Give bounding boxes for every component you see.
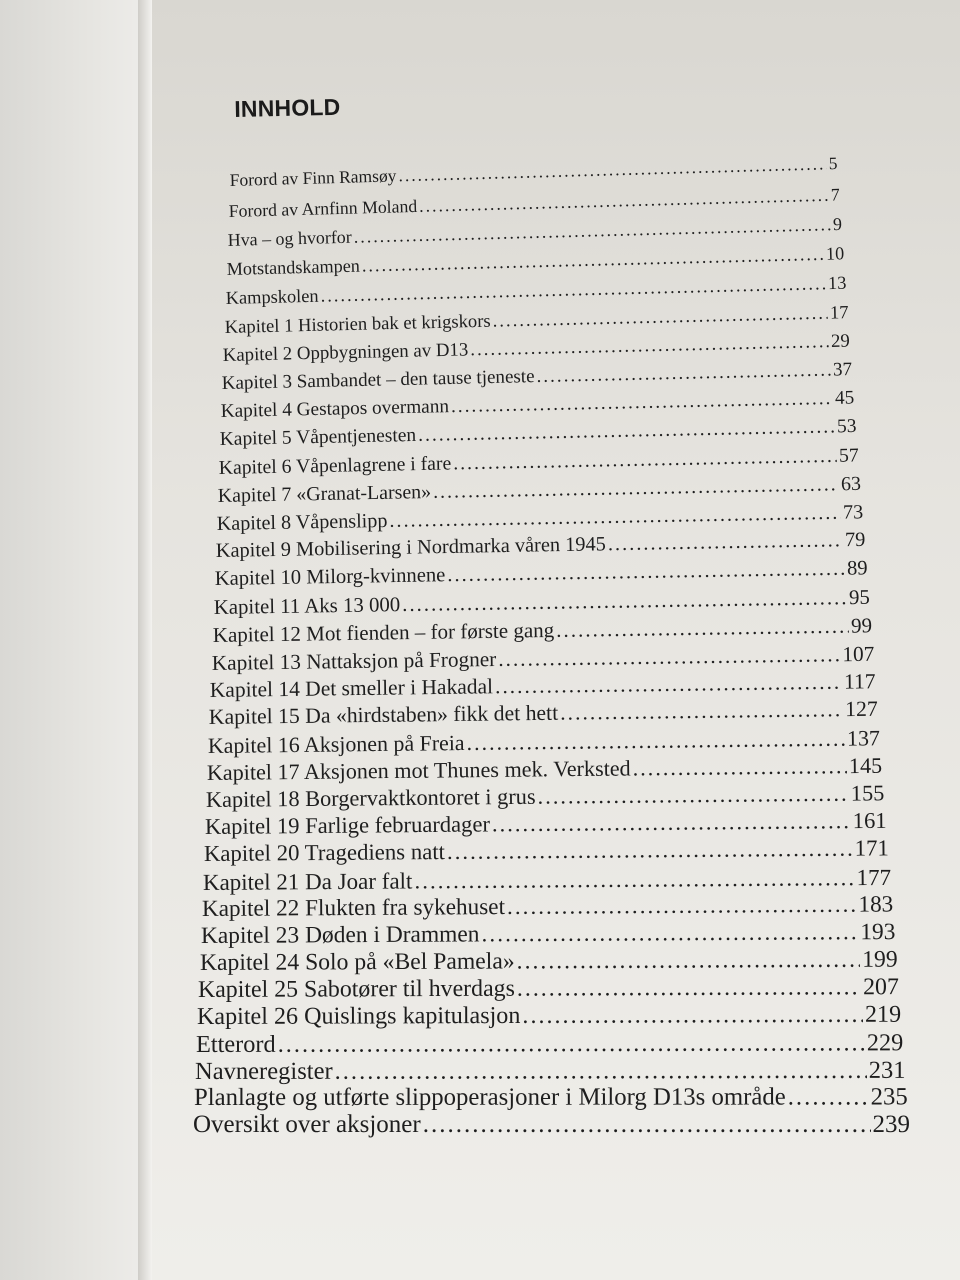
dot-leader [278,1029,865,1058]
toc-entry-page: 99 [850,613,872,638]
toc-entry-title: Kapitel 8 Våpenslipp [216,509,388,535]
toc-entry [196,1029,903,1059]
toc-entry-title: Forord av Finn Ramsøy [229,165,397,190]
toc-entry-title: Kampskolen [225,285,319,309]
toc-entry-page: 239 [872,1111,910,1139]
toc-entry-title: Kapitel 17 Aksjonen mot Thunes mek. Verksted [206,755,631,785]
toc-entry-page: 79 [844,529,866,552]
toc-entry-page: 107 [841,641,874,666]
toc-entry-page: 145 [848,752,883,778]
toc-entry [197,1001,901,1031]
toc-entry-page: 63 [840,472,862,496]
toc-entry-title: Kapitel 26 Quislings kapitulasjon [197,1002,521,1030]
dot-leader [495,670,842,699]
toc-entry-title: Motstandskampen [226,255,360,280]
dot-leader [335,1056,867,1085]
toc-entry-page: 9 [832,214,842,235]
toc-entry-title: Kapitel 18 Borgervaktkontoret i grus [205,783,536,813]
toc-entry-title: Kapitel 19 Farlige februardager [204,811,490,840]
toc-entry-page: 117 [844,669,877,694]
toc-entry-page: 161 [852,808,887,834]
dot-leader [419,184,829,215]
toc-entry-title: Kapitel 14 Det smeller i Hakadal [210,674,494,702]
toc-entry-title: Navneregister [195,1057,333,1085]
toc-entry-page: 89 [846,557,868,580]
dot-leader [537,781,849,810]
dot-leader [447,558,845,588]
toc-entry [195,1056,906,1085]
dot-leader [451,388,834,418]
dot-leader [633,753,848,781]
dot-leader [453,445,837,475]
toc-entry-page: 127 [845,697,879,722]
dot-leader [498,642,840,671]
toc-entry-title: Kapitel 20 Tragediens natt [203,839,445,867]
dot-leader [389,501,841,532]
toc-entry-page: 53 [836,416,857,438]
toc-entry-title: Kapitel 3 Sambandet – den tause tjeneste [221,366,536,395]
dot-leader [560,697,843,725]
dot-leader [492,302,828,331]
dot-leader [320,273,826,307]
dot-leader [402,586,847,617]
toc-entry-title: Planlagte og utførte slippoperasjoner i Milorg D13s område [194,1083,786,1112]
dot-leader [788,1084,869,1113]
toc-entry [202,891,894,922]
toc-entry-page: 171 [854,835,889,862]
toc-entry-page: 219 [865,1001,902,1028]
toc-entry [194,1084,908,1113]
dot-leader [537,360,832,388]
toc-entry-title: Kapitel 16 Aksjonen på Freia [207,729,465,758]
toc-entry [198,974,899,1004]
dot-leader [470,331,829,361]
toc-entry-page: 29 [831,330,851,352]
toc-entry-page: 37 [833,359,853,381]
toc-heading: INNHOLD [234,93,341,122]
toc-entry-page: 183 [858,891,894,918]
toc-entry-page: 45 [835,387,855,410]
toc-entry-page: 13 [827,272,847,294]
dot-leader [433,473,839,504]
dot-leader [418,417,835,448]
dot-leader [353,214,831,247]
toc-entry-title: Kapitel 9 Mobilisering i Nordmarka våren 1945 [215,533,606,563]
dot-leader [481,919,858,948]
toc-entry-page: 95 [848,585,870,609]
toc-entry-title: Kapitel 21 Da Joar falt [202,866,413,895]
toc-entry-page: 57 [838,444,860,467]
dot-leader [414,864,854,894]
toc-entry-title: Etterord [196,1030,276,1058]
toc-entry-title: Kapitel 24 Solo på «Bel Pamela» [199,948,515,976]
dot-leader [361,244,824,277]
toc-entry-title: Kapitel 11 Aks 13 000 [213,592,401,619]
toc-entry-page: 5 [828,152,838,174]
toc-entry-page: 235 [870,1083,908,1111]
toc-entry-page: 229 [867,1028,904,1056]
toc-entry-title: Hva – og hvorfor [227,226,352,251]
toc-entry-title: Kapitel 6 Våpenlagrene i fare [218,452,452,480]
toc-entry-title: Kapitel 7 «Granat-Larsen» [217,480,432,508]
toc-entry-title: Kapitel 25 Sabotører til hverdags [198,975,516,1003]
toc-entry [209,697,878,730]
toc-entry-page: 137 [847,724,881,751]
toc-entry-page: 231 [868,1056,906,1084]
toc-entry [193,1111,910,1140]
dot-leader [507,891,857,920]
toc-entry [229,153,837,190]
toc-entry-title: Kapitel 1 Historien bak et krigskors [224,310,491,338]
toc-entry-page: 17 [829,301,849,324]
dot-leader [608,530,844,557]
toc-entry-page: 7 [830,184,840,205]
toc-entry-title: Kapitel 13 Nattaksjon på Frogner [211,646,496,675]
dot-leader [423,1111,871,1140]
dot-leader [523,1001,864,1030]
dot-leader [467,725,846,755]
toc-entry-title: Kapitel 12 Mot fienden – for første gang [212,618,554,648]
dot-leader [398,153,827,185]
toc-entry-page: 177 [856,863,891,890]
toc-entry-page: 155 [850,780,885,806]
toc-entry-page: 193 [859,918,896,945]
toc-entry-title: Kapitel 4 Gestapos overmann [220,396,450,423]
toc-entry-title: Oversikt over aksjoner [193,1111,421,1139]
toc-entry-page: 73 [842,501,864,524]
dot-leader [447,836,853,866]
toc-entry-title: Kapitel 2 Oppbygningen av D13 [222,339,469,366]
toc-entry [203,863,891,895]
toc-entry [208,725,880,758]
dot-leader [516,946,860,975]
toc-entry [199,946,897,977]
toc-entry-title: Kapitel 15 Da «hirdstaben» fikk det hett [209,700,559,730]
toc-entry-title: Kapitel 10 Milorg-kvinnene [214,564,446,591]
toc-entry [204,836,889,868]
toc-entry-title: Kapitel 22 Flukten fra sykehuset [201,893,505,922]
dot-leader [517,974,861,1003]
toc-entry [200,919,895,950]
toc-entry-title: Kapitel 5 Våpentjenesten [219,425,417,451]
dot-leader [492,808,851,837]
toc-entry-page: 199 [861,946,898,973]
dot-leader [556,614,849,643]
toc-entry-title: Forord av Arnfinn Moland [228,195,418,221]
toc-entry-page: 207 [863,973,900,1000]
toc-entry-title: Kapitel 23 Døden i Drammen [200,921,480,949]
toc-entry-page: 10 [825,243,845,265]
